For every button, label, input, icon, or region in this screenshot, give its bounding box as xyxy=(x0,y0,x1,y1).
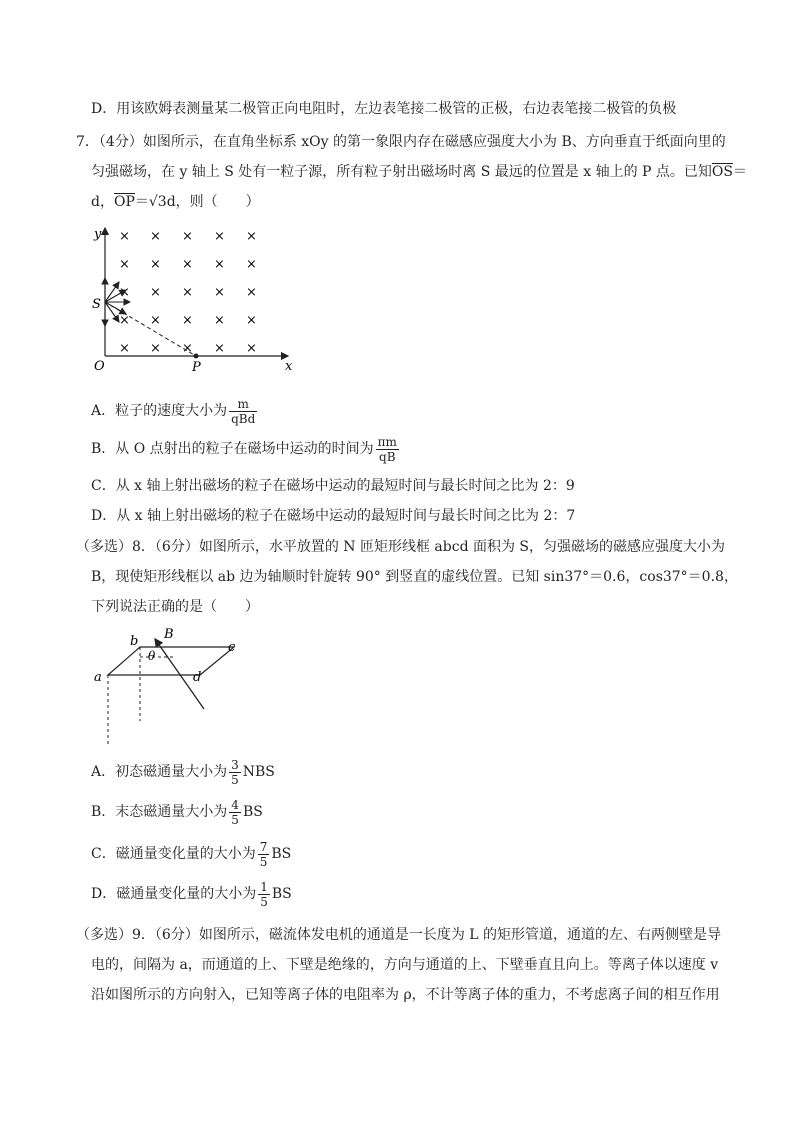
svg-text:×: × xyxy=(214,313,225,328)
q8-option-d: D．磁通量变化量的大小为 $\frac{1}{5}$ BS xyxy=(91,879,292,909)
svg-text:×: × xyxy=(214,257,225,272)
q7-stem-line2-tail: ＝ xyxy=(732,164,747,180)
svg-text:×: × xyxy=(119,341,130,356)
svg-text:×: × xyxy=(246,257,257,272)
q8-option-b: B．末态磁通量大小为 $\frac{4}{5}$ BS xyxy=(91,797,263,827)
q7-stem-line1: 7．（4分）如图所示，在直角坐标系 xOy 的第一象限内存在磁感应强度大小为 B、方向垂直于纸面向里的 xyxy=(76,134,726,150)
q7-option-d: D．从 x 轴上射出磁场的粒子在磁场中运动的最短时间与最长时间之比为 2：7 xyxy=(91,508,576,524)
fraction: $\frac{7}{5}$ xyxy=(259,839,268,869)
svg-text:×: × xyxy=(119,285,130,300)
svg-text:×: × xyxy=(182,285,193,300)
p-point-label: P xyxy=(192,360,201,372)
svg-text:×: × xyxy=(246,341,257,356)
svg-text:×: × xyxy=(150,341,161,356)
s-point-label: S xyxy=(92,297,101,312)
q7-option-c: C．从 x 轴上射出磁场的粒子在磁场中运动的最短时间与最长时间之比为 2：9 xyxy=(91,478,575,494)
fraction: $\frac{3}{5}$ xyxy=(231,757,239,787)
svg-text:×: × xyxy=(246,285,257,300)
vertex-c-label: c xyxy=(228,640,236,655)
q7-figure xyxy=(88,222,303,372)
svg-text:×: × xyxy=(119,313,130,328)
q7-stem-line3 xyxy=(91,192,260,212)
magnetic-field-crosses xyxy=(119,229,257,356)
q7-stem-line2 xyxy=(91,162,747,182)
vertex-a-label: a xyxy=(94,670,102,685)
q6-option-d: D．用该欧姆表测量某二极管正向电阻时，左边表笔接二极管的正极，右边表笔接二极管的负极 xyxy=(91,101,677,117)
svg-text:×: × xyxy=(150,257,161,272)
p-point xyxy=(194,354,199,359)
q7-option-b: B．从 O 点射出的粒子在磁场中运动的时间为 $\frac{\pi m}{qB}$ xyxy=(91,434,397,464)
svg-text:×: × xyxy=(182,313,193,328)
q9-stem-line2: 电的，间隔为 a，而通道的上、下壁是绝缘的，方向与通道的上、下壁垂直且向上。等离子体以速度 v xyxy=(91,957,719,973)
q9-stem-line3: 沿如图所示的方向射入，已知等离子体的电阻率为 ρ，不计等离子体的重力，不考虑离子间的相互作用 xyxy=(91,987,720,1003)
fraction: $\frac{4}{5}$ xyxy=(231,797,239,827)
svg-text:×: × xyxy=(119,257,130,272)
svg-text:×: × xyxy=(182,257,193,272)
svg-text:×: × xyxy=(150,285,161,300)
svg-text:×: × xyxy=(214,341,225,356)
q7-os-segment: $\overline{OS}$ xyxy=(711,164,733,180)
fraction: $\frac{\pi m}{qB}$ xyxy=(377,434,397,464)
q8-option-a: A．初态磁通量大小为 $\frac{3}{5}$ NBS xyxy=(91,757,275,787)
vertex-d-label: d xyxy=(193,670,202,685)
field-b-label: B xyxy=(164,627,174,642)
q8-option-c: C．磁通量变化量的大小为 $\frac{7}{5}$ BS xyxy=(91,839,292,869)
svg-text:×: × xyxy=(246,229,257,244)
origin-label: O xyxy=(94,359,105,372)
svg-text:×: × xyxy=(150,313,161,328)
theta-angle-label: θ xyxy=(148,649,156,663)
q7-op-segment: $\overline{OP}$ xyxy=(113,194,135,210)
svg-text:×: × xyxy=(214,229,225,244)
svg-text:×: × xyxy=(246,313,257,328)
vertex-b-label: b xyxy=(130,634,139,649)
svg-text:×: × xyxy=(214,285,225,300)
q8-stem-line2: B，现使矩形线框以 ab 边为轴顺时针旋转 90° 到竖直的虚线位置。已知 sin37°＝0.6，cos37°＝0.8， xyxy=(91,569,738,585)
q7-stem-line3-a: d， xyxy=(91,194,114,210)
q7-option-a: A．粒子的速度大小为 $\frac{m}{\text{qBd}}$ xyxy=(91,396,256,426)
svg-text:×: × xyxy=(182,341,193,356)
x-axis-label: x xyxy=(285,359,293,372)
q7-stem-line3-b: ＝√3d，则（ ） xyxy=(134,194,260,210)
q9-stem-line1: （多选）9．（6分）如图所示，磁流体发电机的通道是一长度为 L 的矩形管道，通道的左、右两侧壁是导 xyxy=(76,927,722,943)
q8-stem-line1: （多选）8．（6分）如图所示，水平放置的 N 匝矩形线框 abcd 面积为 S，匀强磁场的磁感应强度大小为 xyxy=(76,539,726,555)
q7-stem-line2-text: 匀强磁场，在 y 轴上 S 处有一粒子源，所有粒子射出磁场时离 S 最远的位置是 x 轴上的 P 点。已知 xyxy=(91,164,712,180)
svg-text:×: × xyxy=(150,229,161,244)
svg-text:×: × xyxy=(119,229,130,244)
svg-text:×: × xyxy=(182,229,193,244)
fraction: $\frac{1}{5}$ xyxy=(260,879,268,909)
fraction: $\frac{m}{\text{qBd}}$ xyxy=(231,396,256,426)
q8-figure xyxy=(88,625,248,750)
y-axis-label: y xyxy=(94,227,102,242)
q8-stem-line3: 下列说法正确的是（ ） xyxy=(91,599,259,615)
